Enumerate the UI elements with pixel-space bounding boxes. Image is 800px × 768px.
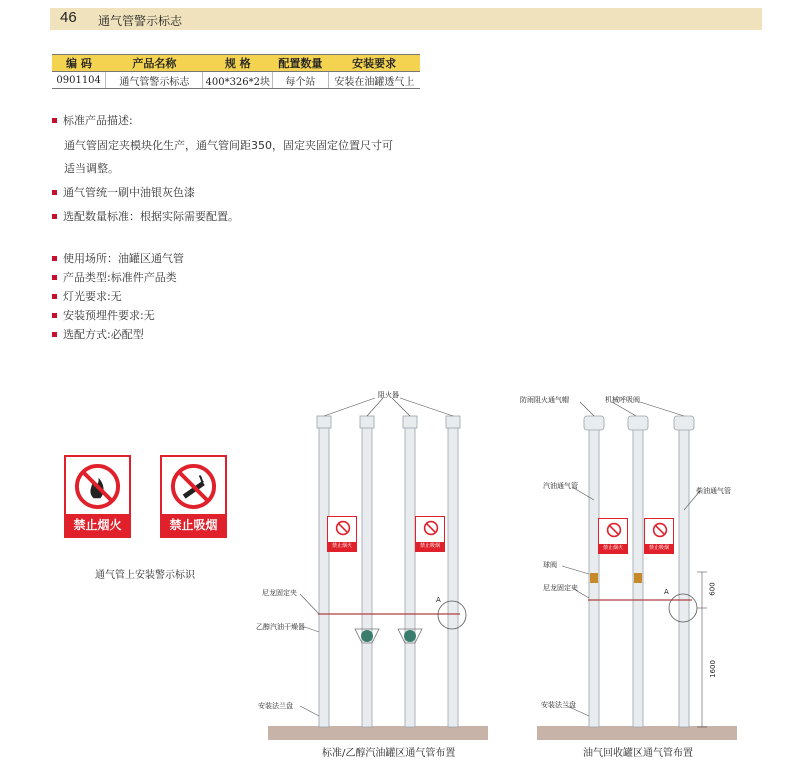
signs-caption: 通气管上安装警示标识	[95, 570, 195, 581]
cell-spec: 400*326*2块	[203, 72, 273, 89]
right-mini-sign-fire-label: 禁止烟火	[599, 544, 627, 553]
label-nylon-clamp: 尼龙固定夹	[262, 589, 297, 597]
no-smoking-icon	[423, 520, 439, 536]
label-nylon-clamp-right: 尼龙固定夹	[543, 584, 578, 592]
dim-600: 600	[708, 582, 717, 596]
left-pipes	[317, 416, 460, 727]
cell-install: 安装在油罐透气上	[328, 72, 420, 89]
attr-selection: 选配方式:必配型	[52, 326, 144, 342]
description-label: 标准产品描述:	[52, 112, 133, 128]
label-detail-a: A	[436, 596, 441, 604]
col-code: 编 码	[52, 55, 106, 72]
dimension-lines	[697, 572, 707, 727]
page-number: 46	[60, 9, 77, 26]
left-ground	[268, 726, 488, 740]
label-diesel-pipe: 柴油通气管	[696, 487, 731, 495]
attr-type: 产品类型:标准件产品类	[52, 269, 177, 285]
cell-code: 0901104	[52, 72, 106, 89]
attr-location: 使用场所：油罐区通气管	[52, 250, 184, 266]
right-pipes	[584, 416, 694, 727]
label-flame-arrester: 阻火器	[378, 391, 399, 399]
col-qty: 配置数量	[273, 55, 329, 72]
sign-no-fire-label: 禁止烟火	[66, 514, 129, 536]
right-ground	[537, 726, 737, 740]
dim-1600: 1600	[708, 660, 717, 678]
description-line-1: 通气管固定夹模块化生产，通气管间距350，固定夹固定位置尺寸可	[64, 139, 393, 152]
page-title: 通气管警示标志	[98, 14, 183, 28]
right-mini-sign-smoking-label: 禁止吸烟	[645, 544, 673, 553]
left-mini-sign-fire-label: 禁止烟火	[328, 542, 356, 551]
cell-name: 通气管警示标志	[106, 72, 203, 89]
no-smoking-icon	[652, 522, 668, 538]
left-mini-sign-fire	[327, 516, 357, 552]
no-fire-icon	[606, 522, 622, 538]
left-dryers	[355, 629, 422, 643]
right-diagram-caption: 油气回收罐区通气管布置	[583, 748, 693, 759]
label-flange: 安装法兰盘	[258, 702, 293, 710]
left-diagram-caption: 标准/乙醇汽油罐区通气管布置	[322, 748, 456, 759]
note-paint: 通气管统一刷中油银灰色漆	[52, 184, 195, 200]
label-breather-valve: 机械呼吸阀	[605, 396, 640, 404]
ball-valve-icon	[590, 573, 642, 583]
label-ball-valve: 球阀	[543, 561, 557, 569]
col-spec: 规 格	[203, 55, 273, 72]
label-detail-a-right: A	[664, 588, 669, 596]
col-name: 产品名称	[106, 55, 203, 72]
description-line-2: 适当调整。	[64, 162, 119, 175]
label-gasoline-pipe: 汽油通气管	[543, 482, 578, 490]
left-mini-sign-smoking-label: 禁止吸烟	[416, 542, 444, 551]
right-mini-sign-smoking	[644, 518, 674, 554]
cell-qty: 每个站	[273, 72, 329, 89]
sign-no-smoking-label: 禁止吸烟	[162, 514, 225, 536]
label-ethanol-dryer: 乙醇汽油干燥器	[256, 623, 305, 631]
label-flange-right: 安装法兰盘	[541, 701, 576, 709]
left-mini-sign-smoking	[415, 516, 445, 552]
attr-lighting: 灯光要求:无	[52, 288, 122, 304]
label-rain-cap: 防雨阻火通气帽	[520, 396, 569, 404]
no-fire-icon	[335, 520, 351, 536]
attr-embedded: 安装预埋件要求:无	[52, 307, 155, 323]
col-install: 安装要求	[328, 55, 420, 72]
right-mini-sign-fire	[598, 518, 628, 554]
note-quantity: 选配数量标准：根据实际需要配置。	[52, 208, 239, 224]
